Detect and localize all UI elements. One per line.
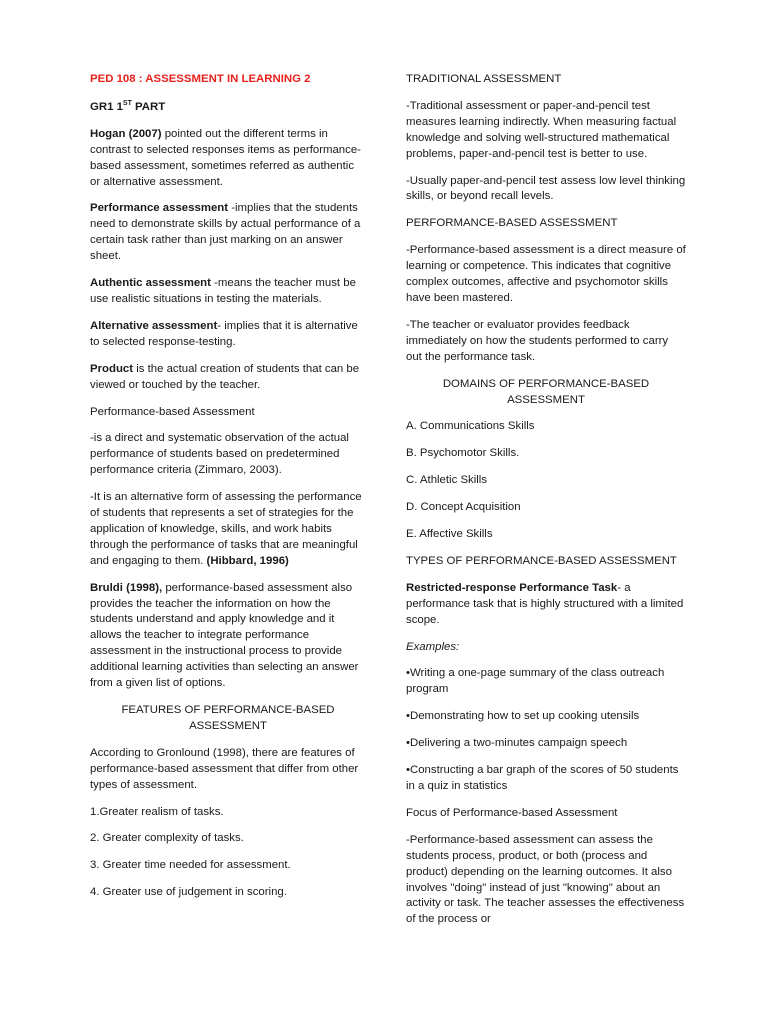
examples-label: Examples:: [406, 640, 460, 653]
pba-definition-1: -is a direct and systematic observation of the actual performance of students based on predetermined performance criteria (Zimmaro, 2003).: [90, 432, 349, 477]
performance-assessment-paragraph: Performance assessment -implies that the students need to demonstrate skills by actual performance of a certain task rather than just marking on an answer sheet.: [90, 202, 361, 263]
domains-heading: DOMAINS OF PERFORMANCE-BASED ASSESSMENT: [442, 377, 650, 406]
domain-item: A. Communications Skills: [406, 420, 535, 433]
example-item: •Constructing a bar graph of the scores of 50 students in a quiz in statistics: [406, 764, 679, 792]
focus-paragraph: -Performance-based assessment can assess the students process, product, or both (process and product) depending on the learning outcomes. It also involves "doing" instead of just "knowing" about an activity or task. The teacher assesses the effectiveness of the process or: [406, 833, 685, 926]
domain-item: E. Affective Skills: [406, 528, 493, 541]
product-paragraph: Product is the actual creation of students that can be viewed or touched by the teacher.: [90, 362, 360, 391]
part-label: GR1 1ST PART: [90, 100, 166, 113]
feature-item: 3. Greater time needed for assessment.: [90, 859, 291, 872]
left-column: [90, 72, 366, 912]
authentic-assessment-paragraph: Authentic assessment -means the teacher must be use realistic situations in testing the materials.: [90, 277, 356, 305]
pba-subheading: Performance-based Assessment: [90, 405, 255, 418]
feature-item: 2. Greater complexity of tasks.: [90, 832, 244, 845]
restricted-response-paragraph: Restricted-response Performance Task- a performance task that is highly structured with a limited scope.: [406, 581, 684, 626]
domain-item: D. Concept Acquisition: [406, 501, 521, 514]
features-intro: According to Gronlound (1998), there are features of performance-based assessment that differ from other types of assessment.: [90, 746, 359, 791]
focus-heading: Focus of Performance-based Assessment: [406, 806, 618, 819]
example-item: •Writing a one-page summary of the class outreach program: [406, 667, 665, 696]
features-heading: FEATURES OF PERFORMANCE-BASED ASSESSMENT: [121, 704, 335, 732]
pba-definition-2: -It is an alternative form of assessing the performance of students that represents a set of strategies for the application of knowledge, skills, and work habits through the performance of tasks that are meaningful and engaging to them. (Hibbard, 1996): [90, 491, 362, 567]
hogan-paragraph: Hogan (2007) pointed out the different terms in contrast to selected responses items as performance-based assessment, sometimes referred as authentic or alternative assessment.: [90, 127, 361, 188]
pba-paragraph-2: -The teacher or evaluator provides feedback immediately on how the students performed to carry out the performance task.: [406, 318, 669, 363]
pba-paragraph-1: -Performance-based assessment is a direct measure of learning or competence. This indicates that cognitive complex outcomes, affective and psychomotor skills have been mastered.: [406, 244, 686, 304]
document-title: PED 108 : ASSESSMENT IN LEARNING 2: [90, 73, 311, 85]
traditional-paragraph-2: -Usually paper-and-pencil test assess low level thinking skills, or beyond recall levels.: [406, 174, 686, 203]
example-item: •Delivering a two-minutes campaign speech: [406, 737, 628, 750]
alternative-assessment-paragraph: Alternative assessment- implies that it is alternative to selected response-testing.: [90, 319, 358, 348]
pba-heading: PERFORMANCE-BASED ASSESSMENT: [406, 217, 618, 230]
traditional-paragraph-1: -Traditional assessment or paper-and-pencil test measures learning indirectly. When measuring factual knowledge and solving well-structured mathematical problems, paper-and-pencil test is better to use.: [406, 99, 677, 160]
bruldi-paragraph: Bruldi (1998), performance-based assessment also provides the teacher the information on how the students understand and apply knowledge and it allows the teacher to integrate performance assessment in the instructional process to provide additional learning activities than selecting an answer from a given list of options.: [90, 581, 359, 690]
types-heading: TYPES OF PERFORMANCE-BASED ASSESSMENT: [406, 554, 677, 567]
part-superscript: ST: [122, 100, 132, 108]
domain-item: B. Psychomotor Skills.: [406, 447, 520, 460]
domain-item: C. Athletic Skills: [406, 474, 488, 487]
example-item: •Demonstrating how to set up cooking utensils: [406, 710, 640, 723]
traditional-heading: TRADITIONAL ASSESSMENT: [406, 73, 562, 85]
feature-item: 4. Greater use of judgement in scoring.: [90, 886, 287, 899]
right-column: [406, 72, 686, 939]
feature-item: 1.Greater realism of tasks.: [90, 805, 224, 818]
